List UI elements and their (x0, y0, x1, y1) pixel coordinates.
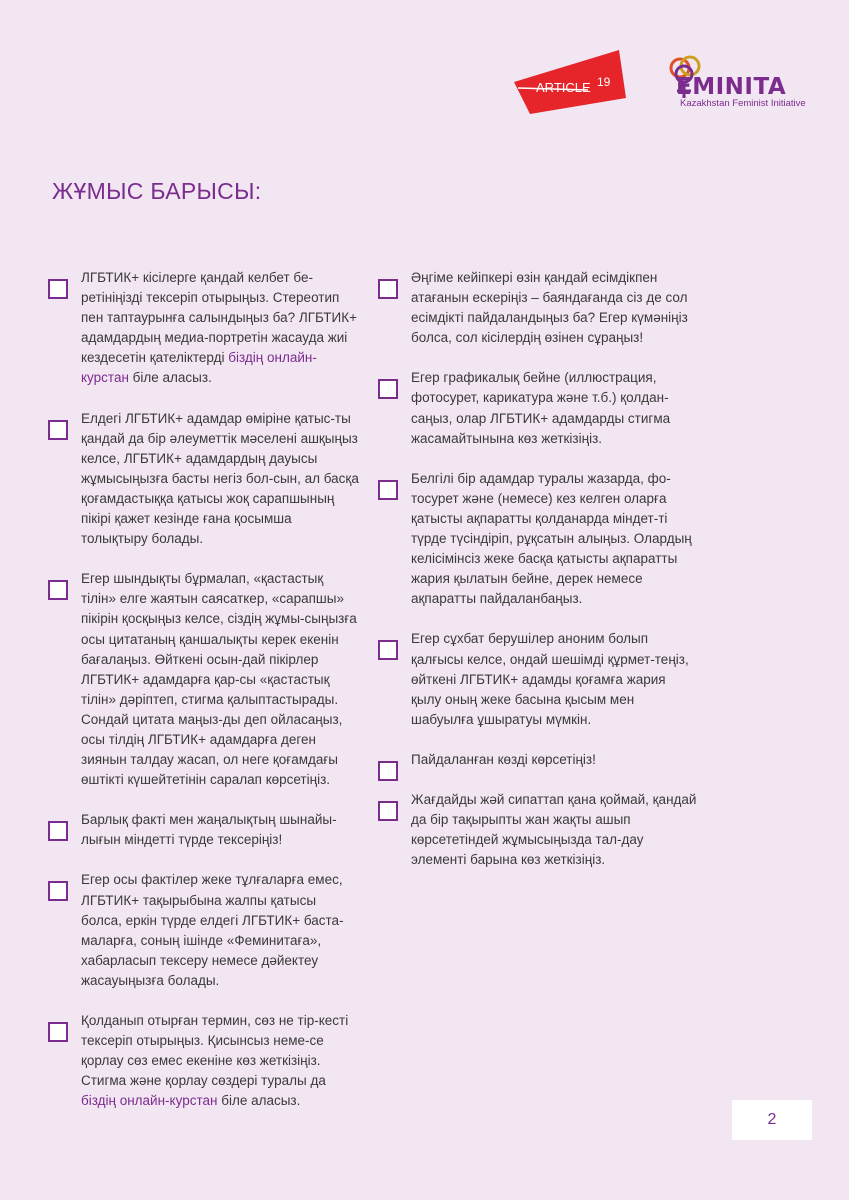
checkbox[interactable] (48, 580, 68, 600)
article-number: 19 (597, 75, 611, 89)
item-text: Егер графикалық бейне (иллюстрация, фотосурет, карикатура және т.б.) қолдан-саңыз, олар ЛГБТИК+ адамдарды стигма жасамайтынына көз жеткізіңіз. (411, 370, 671, 446)
checkbox[interactable] (378, 761, 398, 781)
item-text: Пайдаланған көзді көрсетіңіз! (411, 751, 596, 767)
checkbox[interactable] (48, 420, 68, 440)
page-number: 2 (732, 1100, 812, 1140)
feminita-subtitle: Kazakhstan Feminist Initiative (680, 98, 806, 109)
checklist-item (48, 810, 360, 850)
item-text: Егер сұхбат берушілер аноним болып қалғысы келсе, ондай шешімді құрмет-теңіз, өйткені ЛГБТИК+ адамды қоғамға жария қылу оның жеке басына қысым мен шабуылға ұшыратуы мүмкін. (411, 631, 689, 727)
item-text: Қолданып отырған термин, сөз не тір-кесті тексеріп отырыңыз. Қисынсыз неме-се қорлау сөз емес екеніне көз жеткізіңіз. Стигма және қорлау сөздері туралы да біздің онлайн-курстан біле аласыз. (81, 1013, 349, 1109)
checklist-item (378, 790, 698, 870)
checklist-item (378, 629, 698, 729)
article19-logo (514, 50, 626, 114)
item-text: Барлық факті мен жаңалықтың шынайы-лығын міндетті түрде тексеріңіз! (81, 812, 337, 848)
checklist-item (378, 750, 698, 770)
checklist-item (48, 1011, 360, 1111)
item-text: Егер шындықты бұрмалап, «қастастық тілін» елге жаятын саясаткер, «сарапшы» пікірін қосқыңыз келсе, сіздің жұмы-сыңызға осы цитатаның қаншалықты керек екенін бағалаңыз. Өйткені осын-дай пікірлер ЛГБТИК+ адамдарға қар-сы «қастастық тілін» дәріптеп, стигма қалыптастырады. Сондай цитата маңыз-ды деп ойласаңыз, осы тілдің ЛГБТИК+ адамдарға деген зиянын талдау жасап, ол неге қоғамдағы өштікті күшейтетінін саралап көрсетіңіз. (81, 571, 357, 788)
checkbox[interactable] (48, 881, 68, 901)
checklist-left-column (48, 268, 360, 1131)
checkbox[interactable] (378, 279, 398, 299)
checkbox[interactable] (378, 640, 398, 660)
article-word: ARTICLE (536, 80, 591, 95)
checklist-item (48, 569, 360, 790)
page-title: ЖҰМЫС БАРЫСЫ: (52, 178, 262, 204)
checkbox[interactable] (378, 480, 398, 500)
checklist-item (48, 870, 360, 991)
online-course-link[interactable]: біздің онлайн-курстан (81, 1093, 218, 1109)
checklist-item (378, 469, 698, 610)
checkbox[interactable] (48, 821, 68, 841)
feminita-word: EMINITA (676, 74, 787, 100)
item-text: Әңгіме кейіпкері өзін қандай есімдікпен атағанын ескеріңіз – баяндағанда сіз де сол есімдікті пайдаландыңыз ба? Егер күмәніңіз болса, сол кісілердің өзінен сұраңыз! (411, 270, 688, 346)
checklist-item (378, 368, 698, 448)
checkbox[interactable] (378, 801, 398, 821)
checkbox[interactable] (48, 1022, 68, 1042)
checklist-item (48, 268, 360, 389)
checklist-item (378, 268, 698, 348)
item-text: ЛГБТИК+ кісілерге қандай келбет бе-ретініңізді тексеріп отырыңыз. Стереотип пен таптаурынға салындыңыз ба? ЛГБТИК+ адамдардың медиа-портретін жасауда жиі кездесетін қателіктерді біздің онлайн-курстан біле аласыз. (81, 270, 357, 386)
checkbox[interactable] (48, 279, 68, 299)
feminita-logo (666, 52, 816, 112)
item-text: Жағдайды жәй сипаттап қана қоймай, қандай да бір тақырыпты жан жақты ашып көрсететіндей жұмысыңызда тал-дау элементі барына көз жеткізіңіз. (411, 791, 697, 868)
item-text: Белгілі бір адамдар туралы жазарда, фо-тосурет және (немесе) кез келген оларға қатысты ақпаратты қолданарда міндет-ті түрде түсіндіріп, рұқсатын алыңыз. Олардың келісімінсіз жеке басқа қатысты ақпаратты жария қылатын бейне, дерек немесе ақпаратты пайдаланбаңыз. (411, 470, 692, 607)
item-text: Егер осы фактілер жеке тұлғаларға емес, ЛГБТИК+ тақырыбына жалпы қатысы болса, еркін түрде елдегі ЛГБТИК+ баста-маларға, соның ішінде «Феминитаға», хабарласып тексеру немесе дәйектеу жасауыңызға болады. (81, 872, 344, 988)
checklist-right-column (378, 268, 698, 890)
checklist-item (48, 409, 360, 550)
checkbox[interactable] (378, 379, 398, 399)
online-course-link[interactable]: біздің онлайн-курстан (81, 350, 317, 386)
item-text: Елдегі ЛГБТИК+ адамдар өміріне қатыс-ты қандай да бір әлеуметтік мәселені ашқыңыз келсе, ЛГБТИК+ адамдардың дауысы жұмысыңызға басты негіз бол-сын, ал басқа қоғамдастыққа қатысы жоқ сарапшының пікірі қажет кезінде ғана қосымша толықтыру болады. (81, 410, 359, 547)
